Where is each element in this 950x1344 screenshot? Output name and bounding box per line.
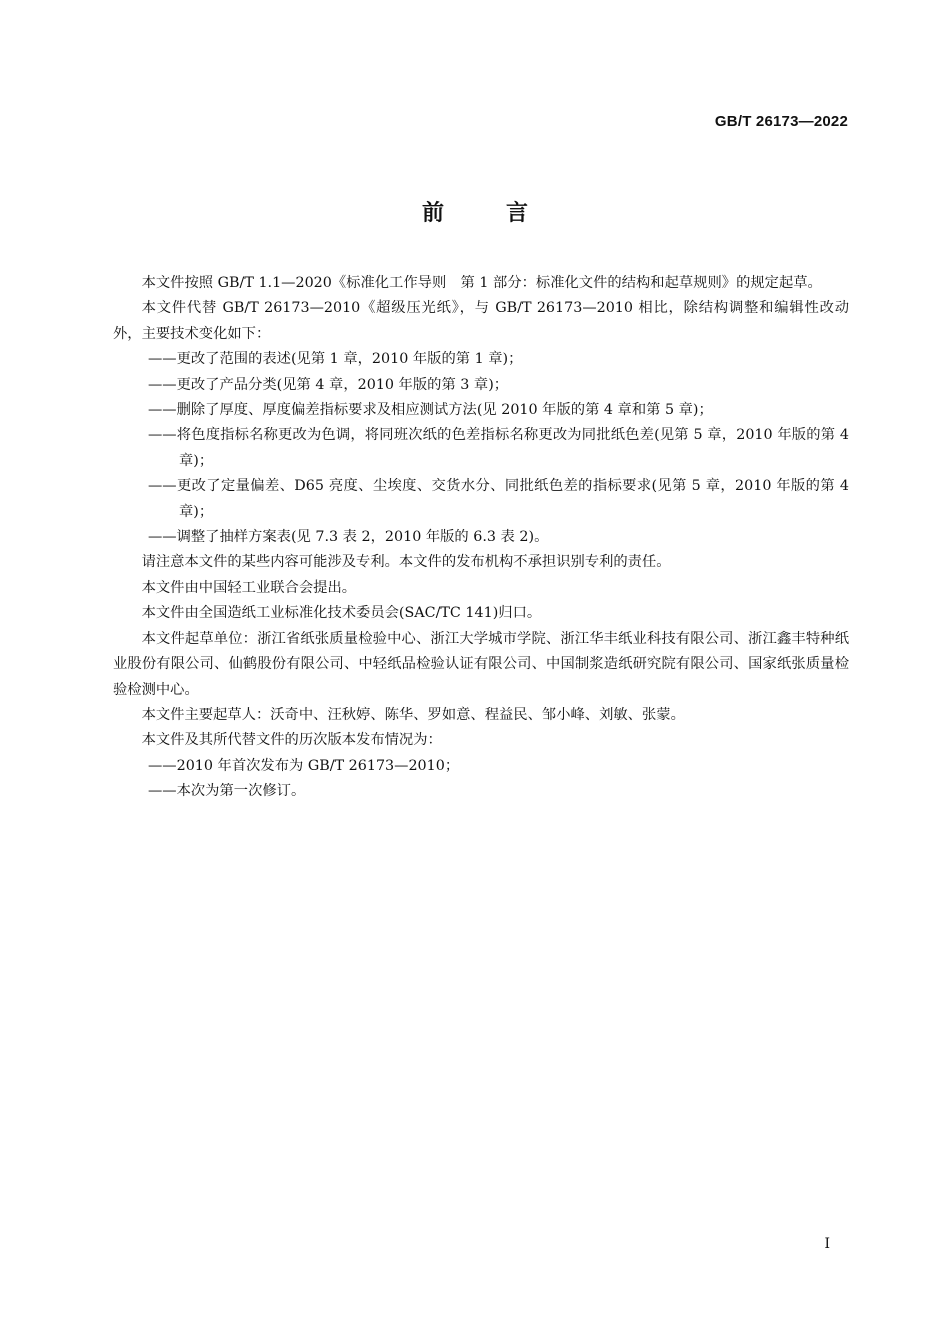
paragraph-committee: 本文件由全国造纸工业标准化技术委员会(SAC/TC 141)归口。	[141, 605, 542, 622]
history-item: ——2010 年首次发布为 GB/T 26173—2010；	[148, 757, 460, 774]
paragraph-drafting-rules: 本文件按照 GB/T 1.1—2020《标准化工作导则 第 1 部分：标准化文件的结构和起草规则》的规定起草。	[141, 275, 822, 291]
standard-code: GB/T 26173—2022	[714, 113, 848, 130]
change-item: ——更改了范围的表述(见第 1 章，2010 年版的第 1 章)；	[148, 351, 523, 368]
page-title: 前言	[421, 201, 590, 226]
change-item: ——更改了定量偏差、D65 亮度、尘埃度、交货水分、同批纸色差的指标要求(见第 5 章，2010 年版的第 4 章)；	[148, 478, 849, 520]
history-item: ——本次为第一次修订。	[148, 783, 306, 800]
foreword-body	[113, 271, 849, 805]
paragraph-drafters: 本文件主要起草人：沃奇中、汪秋婷、陈华、罗如意、程益民、邹小峰、刘敏、张蒙。	[141, 706, 685, 723]
paragraph-replacement: 本文件代替 GB/T 26173—2010《超级压光纸》，与 GB/T 26173—2010 相比，除结构调整和编辑性改动外，主要技术变化如下：	[113, 300, 849, 342]
page-number: I	[824, 1236, 830, 1252]
change-item: ——删除了厚度、厚度偏差指标要求及相应测试方法(见 2010 年版的第 4 章和第 5 章)；	[148, 402, 713, 419]
change-item: ——更改了产品分类(见第 4 章，2010 年版的第 3 章)；	[148, 376, 509, 393]
paragraph-proposer: 本文件由中国轻工业联合会提出。	[141, 579, 357, 596]
change-item: ——调整了抽样方案表(见 7.3 表 2，2010 年版的 6.3 表 2)。	[148, 529, 549, 546]
paragraph-history-intro: 本文件及其所代替文件的历次版本发布情况为：	[141, 732, 442, 749]
paragraph-patent-notice: 请注意本文件的某些内容可能涉及专利。本文件的发布机构不承担识别专利的责任。	[141, 554, 671, 571]
paragraph-drafting-units: 本文件起草单位：浙江省纸张质量检验中心、浙江大学城市学院、浙江华丰纸业科技有限公司、浙江鑫丰特种纸业股份有限公司、仙鹤股份有限公司、中轻纸品检验认证有限公司、中国制浆造纸研究院有限公司、国家纸张质量检验检测中心。	[113, 630, 849, 698]
change-item: ——将色度指标名称更改为色调，将同班次纸的色差指标名称更改为同批纸色差(见第 5 章，2010 年版的第 4 章)；	[148, 427, 849, 469]
